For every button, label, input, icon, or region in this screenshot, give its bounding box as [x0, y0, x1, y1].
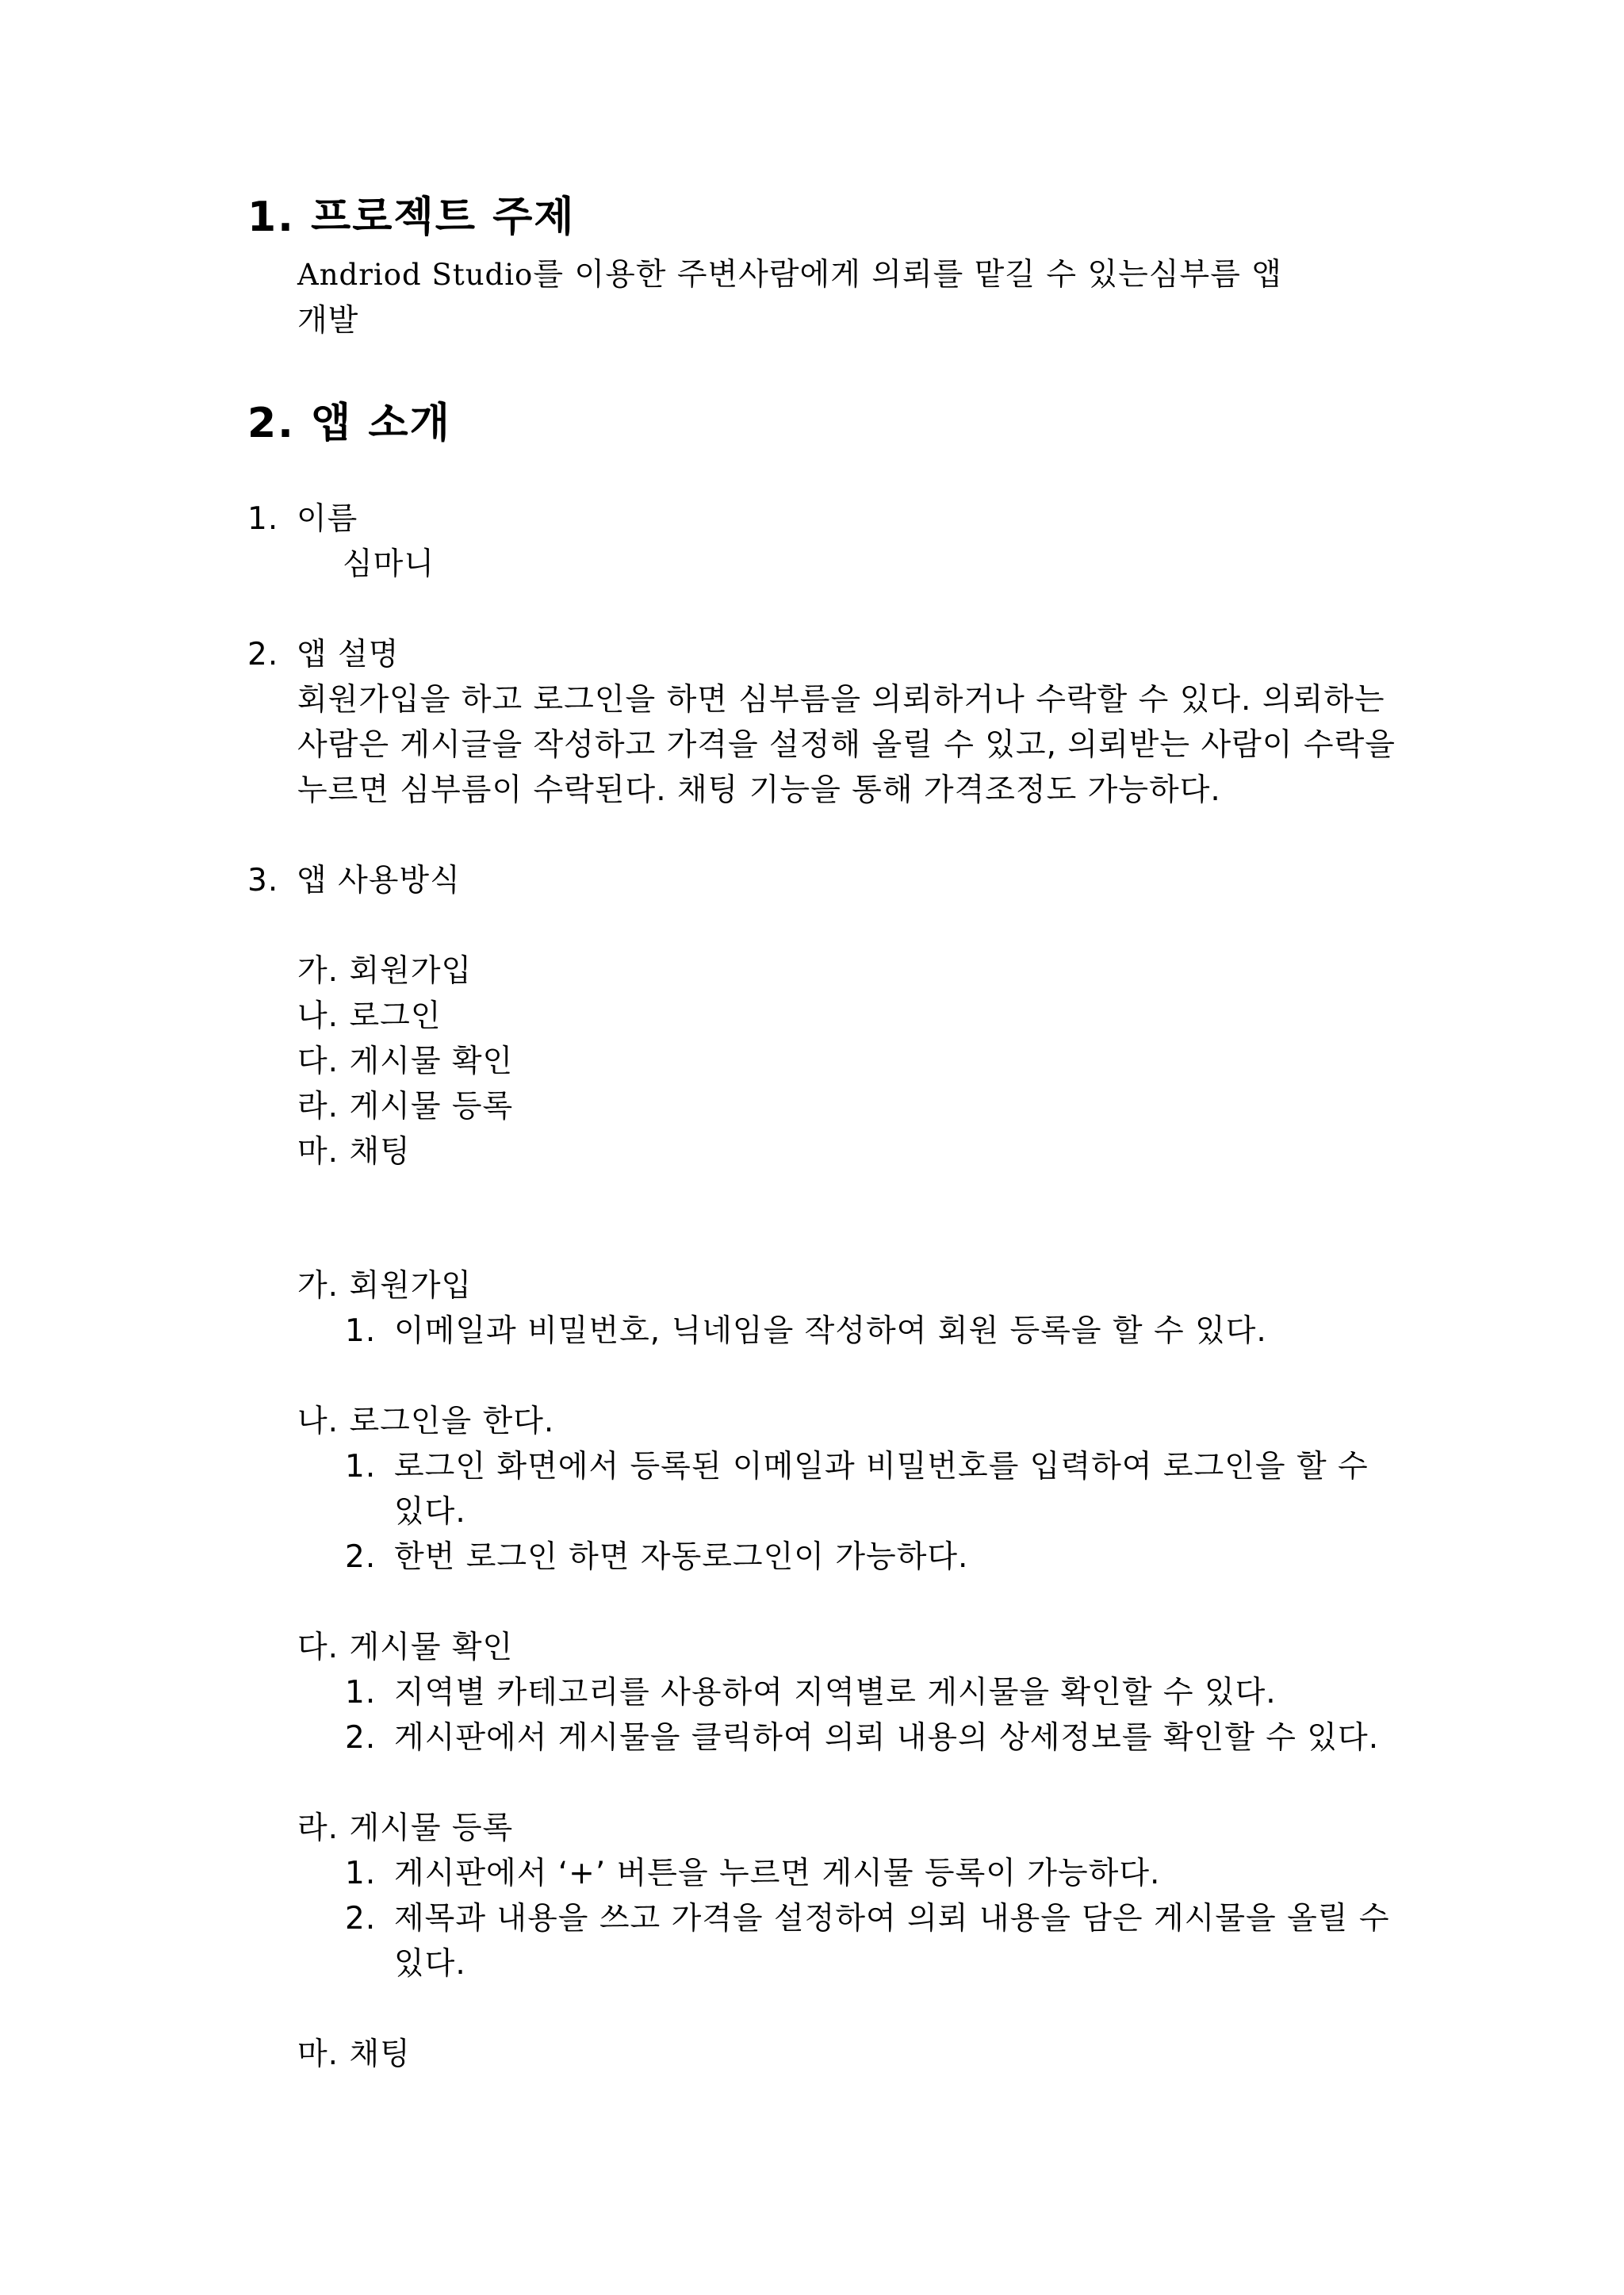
step-text: 로그인 화면에서 등록된 이메일과 비밀번호를 입력하여 로그인을 할 수	[394, 1449, 1369, 1485]
project-subject-line-1	[297, 257, 1282, 293]
item-title: 앱 사용방식	[297, 863, 461, 898]
usage-list-item: 나. 로그인	[297, 998, 442, 1034]
item-number: 2.	[247, 637, 279, 672]
section-number: 2.	[247, 400, 295, 447]
detail-step	[345, 1858, 1160, 1889]
step-text: 이메일과 비밀번호, 닉네임을 작성하여 회원 등록을 할 수 있다.	[394, 1313, 1267, 1349]
item-title: 이름	[297, 501, 358, 537]
usage-list-item: 라. 게시물 등록	[297, 1089, 514, 1125]
step-number: 1.	[345, 1856, 377, 1891]
item-heading-description	[247, 639, 399, 670]
detail-step	[345, 1313, 1267, 1349]
section-number: 1.	[247, 193, 295, 241]
item-number: 3.	[247, 863, 279, 898]
detail-step	[345, 1901, 1390, 1937]
usage-list-item: 마. 채팅	[297, 1134, 411, 1170]
description-line: 누르면 심부름이 수락된다. 채팅 기능을 통해 가격조정도 가능하다.	[297, 772, 1221, 808]
step-number: 2.	[345, 1539, 377, 1575]
step-text: 한번 로그인 하면 자동로그인이 가능하다.	[394, 1539, 969, 1575]
detail-heading: 나. 로그인을 한다.	[297, 1404, 555, 1439]
item-number: 1.	[247, 501, 279, 537]
step-number: 1.	[345, 1449, 377, 1485]
project-subject-line-2: 개발	[297, 303, 359, 339]
detail-step	[345, 1720, 1380, 1756]
section-heading-app-intro	[247, 400, 451, 447]
detail-step	[345, 1675, 1277, 1711]
detail-heading: 마. 채팅	[297, 2036, 411, 2072]
description-line: 회원가입을 하고 로그인을 하면 심부름을 의뢰하거나 수락할 수 있다. 의뢰하는	[297, 682, 1385, 718]
step-text: 게시판에서 ‘+’ 버튼을 누르면 게시물 등록이 가능하다.	[394, 1856, 1161, 1891]
step-number: 1.	[345, 1313, 377, 1349]
detail-heading: 라. 게시물 등록	[297, 1810, 514, 1846]
description-line: 사람은 게시글을 작성하고 가격을 설정해 올릴 수 있고, 의뢰받는 사람이 수락을	[297, 727, 1396, 763]
step-number: 2.	[345, 1720, 377, 1756]
app-name: 심마니	[343, 546, 435, 582]
step-text: 제목과 내용을 쓰고 가격을 설정하여 의뢰 내용을 담은 게시물을 올릴 수	[394, 1901, 1390, 1937]
detail-heading: 가. 회원가입	[297, 1268, 473, 1304]
subject-text: 를 이용한 주변사람에게 의뢰를 맡길 수 있는심부름 앱	[533, 257, 1282, 293]
step-number: 1.	[345, 1675, 377, 1711]
detail-step	[345, 1449, 1369, 1485]
item-heading-usage	[247, 865, 461, 896]
section-heading-project-subject	[247, 193, 576, 241]
step-text-continued: 있다.	[394, 1494, 466, 1530]
step-number: 2.	[345, 1901, 377, 1937]
detail-heading: 다. 게시물 확인	[297, 1630, 514, 1665]
section-title: 앱 소개	[311, 400, 451, 447]
step-text: 지역별 카테고리를 사용하여 지역별로 게시물을 확인할 수 있다.	[394, 1675, 1277, 1711]
detail-step	[345, 1539, 969, 1575]
item-title: 앱 설명	[297, 637, 400, 672]
step-text-continued: 있다.	[394, 1946, 466, 1982]
usage-list-item: 가. 회원가입	[297, 953, 473, 989]
subject-prefix: Andriod Studio	[297, 258, 534, 292]
item-heading-name	[247, 501, 358, 537]
usage-list-item: 다. 게시물 확인	[297, 1044, 514, 1079]
section-title: 프로젝트 주제	[311, 193, 576, 241]
step-text: 게시판에서 게시물을 클릭하여 의뢰 내용의 상세정보를 확인할 수 있다.	[394, 1720, 1380, 1756]
